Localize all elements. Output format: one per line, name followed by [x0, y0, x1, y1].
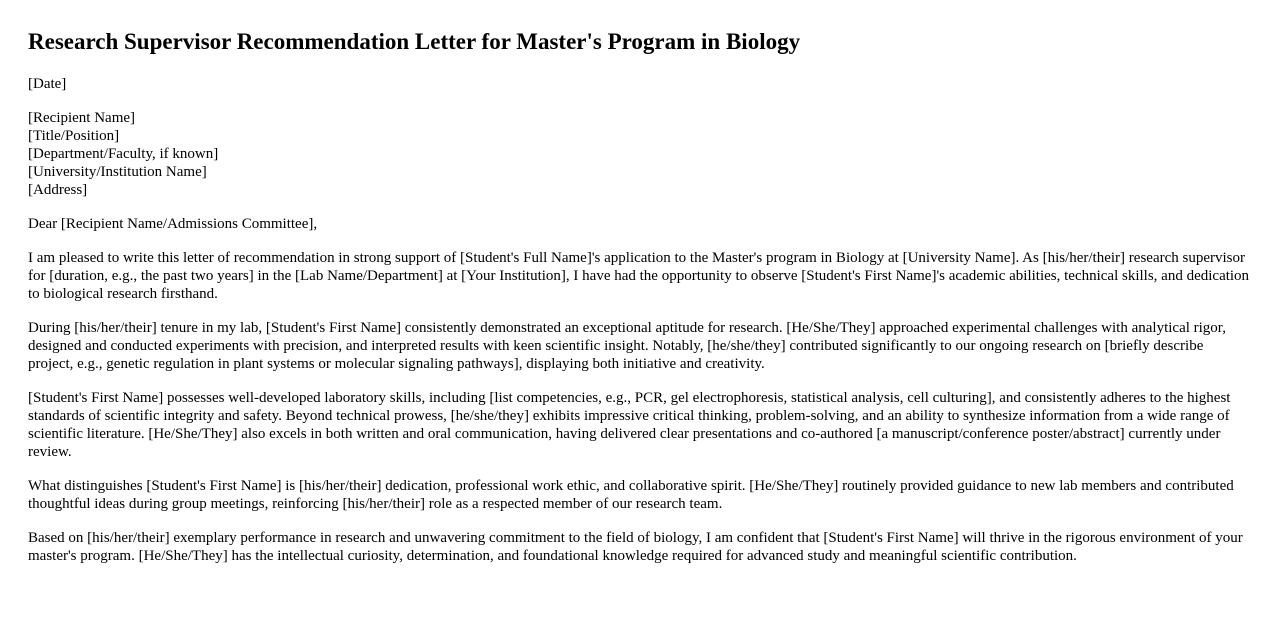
- recipient-department: [Department/Faculty, if known]: [28, 146, 219, 162]
- letter-title: Research Supervisor Recommendation Letter for Master's Program in Biology: [28, 29, 801, 54]
- recipient-title: [Title/Position]: [28, 128, 120, 144]
- recipient-institution: [University/Institution Name]: [28, 164, 207, 180]
- recipient-block: [28, 109, 1250, 199]
- body-paragraph-character: What distinguishes [Student's First Name] is [his/her/their] dedication, professional work ethic, and collaborative spirit. [He/She/They] routinely provided guidance to new lab members and contributed thoughtful ideas during group meetings, reinforcing [his/her/their] role as a respected member of our research team.: [28, 478, 1234, 512]
- recipient-address: [Address]: [28, 182, 88, 198]
- recipient-name: [Recipient Name]: [28, 110, 136, 126]
- body-paragraph-intro: I am pleased to write this letter of recommendation in strong support of [Student's Full Name]'s application to the Master's program in Biology at [University Name]. As [his/her/their] research supervisor for [duration, e.g., the past two years] in the [Lab Name/Department] at [Your Institution], I have had the opportunity to observe [Student's First Name]'s academic abilities, technical skills, and dedication to biological research firsthand.: [28, 250, 1250, 302]
- letter-page: [0, 29, 1278, 565]
- body-paragraph-research: During [his/her/their] tenure in my lab, [Student's First Name] consistently demonstrated an exceptional aptitude for research. [He/She/They] approached experimental challenges with analytical rigor, designed and conducted experiments with precision, and interpreted results with keen scientific insight. Notably, [he/she/they] contributed significantly to our ongoing research on [briefly describe project, e.g., genetic regulation in plant systems or molecular signaling pathways], displaying both initiative and creativity.: [28, 320, 1226, 372]
- salutation: Dear [Recipient Name/Admissions Committee],: [28, 216, 318, 232]
- body-paragraph-conclusion: Based on [his/her/their] exemplary performance in research and unwavering commitment to the field of biology, I am confident that [Student's First Name] will thrive in the rigorous environment of your master's program. [He/She/They] has the intellectual curiosity, determination, and foundational knowledge required for advanced study and meaningful scientific contribution.: [28, 530, 1243, 564]
- body-paragraph-skills: [Student's First Name] possesses well-developed laboratory skills, including [list competencies, e.g., PCR, gel electrophoresis, statistical analysis, cell culturing], and consistently adheres to the highest standards of scientific integrity and safety. Beyond technical prowess, [he/she/they] exhibits impressive critical thinking, problem-solving, and an ability to synthesize information from a wide range of scientific literature. [He/She/They] also excels in both written and oral communication, having delivered clear presentations and co-authored [a manuscript/conference poster/abstract] currently under review.: [28, 390, 1231, 460]
- letter-date: [Date]: [28, 76, 67, 92]
